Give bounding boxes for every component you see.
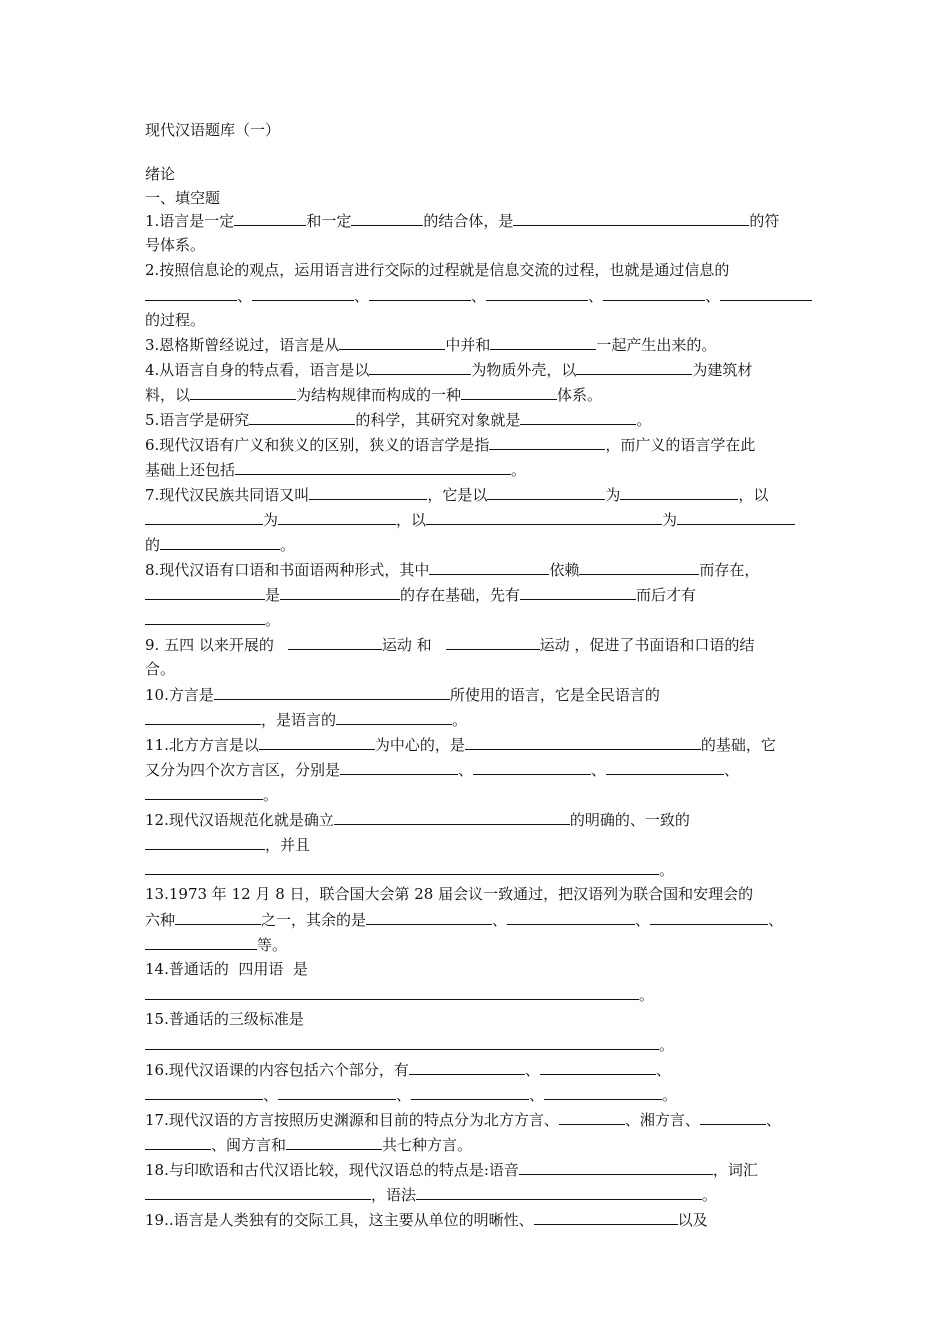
text: 而存在， <box>699 561 760 579</box>
question-6-line-1 <box>145 434 755 455</box>
question-6-line-2 <box>145 459 526 480</box>
text: 。 <box>263 786 279 804</box>
text: 16.现代汉语课的内容包括六个部分，有 <box>145 1061 409 1079</box>
question-14-line-1: 14.普通话的 四用语 是 <box>145 960 308 978</box>
blank[interactable] <box>145 609 265 625</box>
blank[interactable] <box>606 759 724 775</box>
blank[interactable] <box>351 210 423 226</box>
text: 、 <box>655 1061 671 1079</box>
blank[interactable] <box>461 384 557 400</box>
blank[interactable] <box>286 1134 382 1150</box>
text: 为 <box>263 511 279 529</box>
text: 、 <box>524 1061 540 1079</box>
blank[interactable] <box>409 1059 525 1075</box>
blank[interactable] <box>429 559 549 575</box>
blank[interactable] <box>145 1134 211 1150</box>
question-8-line-1 <box>145 559 759 580</box>
blank[interactable] <box>278 509 396 525</box>
text: 。 <box>702 1186 718 1204</box>
blank[interactable] <box>145 584 265 600</box>
text: 体系。 <box>557 386 603 404</box>
blank[interactable] <box>720 285 812 301</box>
blank[interactable] <box>411 1084 529 1100</box>
question-9-line-1 <box>145 634 754 655</box>
text: 。 <box>511 461 527 479</box>
blank[interactable] <box>486 285 588 301</box>
question-8-line-2 <box>145 584 696 605</box>
page-title: 现代汉语题库（一） <box>145 121 281 139</box>
text: 。 <box>659 1036 675 1054</box>
blank[interactable] <box>369 359 471 375</box>
blank[interactable] <box>487 484 605 500</box>
blank[interactable] <box>650 909 768 925</box>
question-19 <box>145 1209 708 1230</box>
question-1-line-2: 号体系。 <box>145 236 206 254</box>
blank[interactable] <box>507 909 635 925</box>
blank[interactable] <box>544 1084 662 1100</box>
blank[interactable] <box>339 334 445 350</box>
blank[interactable] <box>160 534 280 550</box>
blank[interactable] <box>513 210 749 226</box>
text: 等。 <box>257 936 288 954</box>
blank[interactable] <box>145 1084 263 1100</box>
text: ，以 <box>738 486 769 504</box>
text: 的 <box>145 536 161 554</box>
question-11-line-2 <box>145 759 739 780</box>
text: ，而广义的语言学在此 <box>605 436 756 454</box>
question-1-line-1 <box>145 210 779 231</box>
text: 为中心的，是 <box>374 736 465 754</box>
text: 、 <box>237 287 253 305</box>
question-13-line-2 <box>145 909 783 930</box>
question-11-line-1 <box>145 734 776 755</box>
blank[interactable] <box>465 734 701 750</box>
blank[interactable] <box>288 634 382 650</box>
blank[interactable] <box>145 1034 659 1050</box>
blank[interactable] <box>576 359 692 375</box>
question-7-line-2 <box>145 509 795 530</box>
text: 所使用的语言，它是全民语言的 <box>449 686 660 704</box>
question-16-line-2 <box>145 1084 677 1105</box>
text: ，语法 <box>371 1186 417 1204</box>
question-3 <box>145 334 716 355</box>
blank[interactable] <box>234 210 306 226</box>
text: 运动 和 <box>381 636 432 654</box>
text: 、 <box>492 911 508 929</box>
blank[interactable] <box>145 1184 371 1200</box>
blank[interactable] <box>473 759 591 775</box>
text: 、 <box>354 287 370 305</box>
question-2-line-1: 2.按照信息论的观点，运用语言进行交际的过程就是信息交流的过程，也就是通过信息的 <box>145 261 730 279</box>
text: 料，以 <box>145 386 191 404</box>
blank[interactable] <box>280 584 400 600</box>
text: 的科学，其研究对象就是 <box>355 411 521 429</box>
text: 4.从语言自身的特点看，语言是以 <box>145 361 370 379</box>
text: 以及 <box>677 1211 708 1229</box>
question-18-line-2 <box>145 1184 717 1205</box>
text: 为物质外壳，以 <box>471 361 577 379</box>
question-4-line-1 <box>145 359 752 380</box>
text: 的结合体，是 <box>423 212 514 230</box>
text: 1.语言是一定 <box>145 212 235 230</box>
blank[interactable] <box>145 984 639 1000</box>
text: 、湘方言、 <box>624 1111 700 1129</box>
text: ，它是以 <box>427 486 488 504</box>
blank[interactable] <box>145 934 257 950</box>
text: 、 <box>471 287 487 305</box>
section-heading: 一、填空题 <box>145 189 221 207</box>
blank[interactable] <box>336 709 452 725</box>
question-16-line-1 <box>145 1059 671 1080</box>
text: 为建筑材 <box>692 361 753 379</box>
question-15-line-1: 15.普通话的三级标准是 <box>145 1010 304 1028</box>
text: 。 <box>639 986 655 1004</box>
question-7-line-3 <box>145 534 295 555</box>
text: 、 <box>263 1086 279 1104</box>
text: 为 <box>662 511 678 529</box>
blank[interactable] <box>490 334 596 350</box>
question-10-line-2 <box>145 709 467 730</box>
text: 是 <box>265 586 281 604</box>
question-10-line-1 <box>145 684 660 705</box>
question-17-line-1 <box>145 1109 781 1130</box>
blank[interactable] <box>369 285 471 301</box>
blank[interactable] <box>145 285 237 301</box>
blank[interactable] <box>278 1084 396 1100</box>
text: 、 <box>705 287 721 305</box>
blank[interactable] <box>489 434 605 450</box>
blank[interactable] <box>519 1159 713 1175</box>
text: 基础上还包括 <box>145 461 236 479</box>
text: 10.方言是 <box>145 686 214 704</box>
blank[interactable] <box>309 484 427 500</box>
question-11-line-3 <box>145 784 278 805</box>
text: 。 <box>659 861 675 879</box>
blank[interactable] <box>259 734 375 750</box>
text: 的符 <box>749 212 780 230</box>
text: 一起产生出来的。 <box>596 336 717 354</box>
blank[interactable] <box>145 784 263 800</box>
text: 、 <box>529 1086 545 1104</box>
text: 、 <box>396 1086 412 1104</box>
blank[interactable] <box>175 909 261 925</box>
blank[interactable] <box>559 1109 625 1125</box>
question-18-line-1 <box>145 1159 758 1180</box>
question-15-line-2 <box>145 1034 674 1055</box>
blank[interactable] <box>366 909 492 925</box>
text: 依赖 <box>549 561 580 579</box>
blank[interactable] <box>520 409 636 425</box>
text: ，是语言的 <box>261 711 337 729</box>
text: 为 <box>605 486 621 504</box>
blank[interactable] <box>214 684 450 700</box>
text: 的基础，它 <box>700 736 776 754</box>
text: 而后才有 <box>636 586 697 604</box>
text: 。 <box>265 611 281 629</box>
text: 、 <box>591 761 607 779</box>
blank[interactable] <box>520 584 636 600</box>
blank[interactable] <box>145 709 261 725</box>
text: 之一，其余的是 <box>261 911 367 929</box>
blank[interactable] <box>677 509 795 525</box>
blank[interactable] <box>190 384 296 400</box>
blank[interactable] <box>426 509 662 525</box>
text: 、 <box>635 911 651 929</box>
text: 12.现代汉语规范化就是确立 <box>145 811 334 829</box>
text: 3.恩格斯曾经说过，语言是从 <box>145 336 340 354</box>
question-12-line-1 <box>145 809 690 830</box>
blank[interactable] <box>145 834 265 850</box>
question-14-line-2 <box>145 984 654 1005</box>
text: 11.北方方言是以 <box>145 736 259 754</box>
blank[interactable] <box>334 809 570 825</box>
text: 8.现代汉语有口语和书面语两种形式，其中 <box>145 561 430 579</box>
text: 、闽方言和 <box>211 1136 287 1154</box>
text: ，以 <box>396 511 427 529</box>
blank[interactable] <box>603 285 705 301</box>
chapter-heading: 绪论 <box>145 165 176 183</box>
question-2-line-2 <box>145 285 812 306</box>
blank[interactable] <box>416 1184 702 1200</box>
text: 和一定 <box>306 212 352 230</box>
text: 六种 <box>145 911 176 929</box>
blank[interactable] <box>252 285 354 301</box>
question-13-line-3 <box>145 934 287 955</box>
text: 9. 五四 以来开展的 <box>145 636 274 654</box>
text: 的明确的、一致的 <box>569 811 690 829</box>
blank[interactable] <box>145 859 659 875</box>
text: 。 <box>662 1086 678 1104</box>
question-7-line-1 <box>145 484 768 505</box>
text: 、 <box>588 287 604 305</box>
text: 又分为四个次方言区，分别是 <box>145 761 341 779</box>
text: 中并和 <box>445 336 491 354</box>
text: 18.与印欧语和古代汉语比较，现代汉语总的特点是:语音 <box>145 1161 519 1179</box>
text: 。 <box>280 536 296 554</box>
blank[interactable] <box>579 559 699 575</box>
question-13-line-1: 13.1973 年 12 月 8 日，联合国大会第 28 届会议一致通过，把汉语列为联合国和安理会的 <box>145 885 754 903</box>
text: 共七种方言。 <box>382 1136 473 1154</box>
question-9-line-2: 合。 <box>145 660 176 678</box>
blank[interactable] <box>235 459 511 475</box>
text: 运动 ，促进了书面语和口语的结 <box>539 636 755 654</box>
text: 、 <box>458 761 474 779</box>
blank[interactable] <box>249 409 355 425</box>
text: 17.现代汉语的方言按照历史渊源和目前的特点分为北方方言、 <box>145 1111 559 1129</box>
blank[interactable] <box>540 1059 656 1075</box>
blank[interactable] <box>145 509 263 525</box>
blank[interactable] <box>340 759 458 775</box>
text: 19..语言是人类独有的交际工具，这主要从单位的明晰性、 <box>145 1211 534 1229</box>
text: 、 <box>765 1111 781 1129</box>
question-12-line-3 <box>145 859 674 880</box>
text: 、 <box>724 761 740 779</box>
text: 。 <box>636 411 652 429</box>
text: 的存在基础，先有 <box>400 586 521 604</box>
text: 6.现代汉语有广义和狭义的区别，狭义的语言学是指 <box>145 436 490 454</box>
question-17-line-2 <box>145 1134 472 1155</box>
blank[interactable] <box>700 1109 766 1125</box>
text: 。 <box>452 711 468 729</box>
text: 、 <box>768 911 784 929</box>
text: 5.语言学是研究 <box>145 411 250 429</box>
question-8-line-3 <box>145 609 280 630</box>
blank[interactable] <box>620 484 738 500</box>
blank[interactable] <box>446 634 540 650</box>
question-2-line-3: 的过程。 <box>145 311 206 329</box>
question-12-line-2 <box>145 834 310 855</box>
text: ，词汇 <box>712 1161 758 1179</box>
text: 为结构规律而构成的一种 <box>296 386 462 404</box>
question-5 <box>145 409 651 430</box>
text: 7.现代汉民族共同语又叫 <box>145 486 310 504</box>
blank[interactable] <box>534 1209 678 1225</box>
question-4-line-2 <box>145 384 602 405</box>
text: ，并且 <box>265 836 311 854</box>
